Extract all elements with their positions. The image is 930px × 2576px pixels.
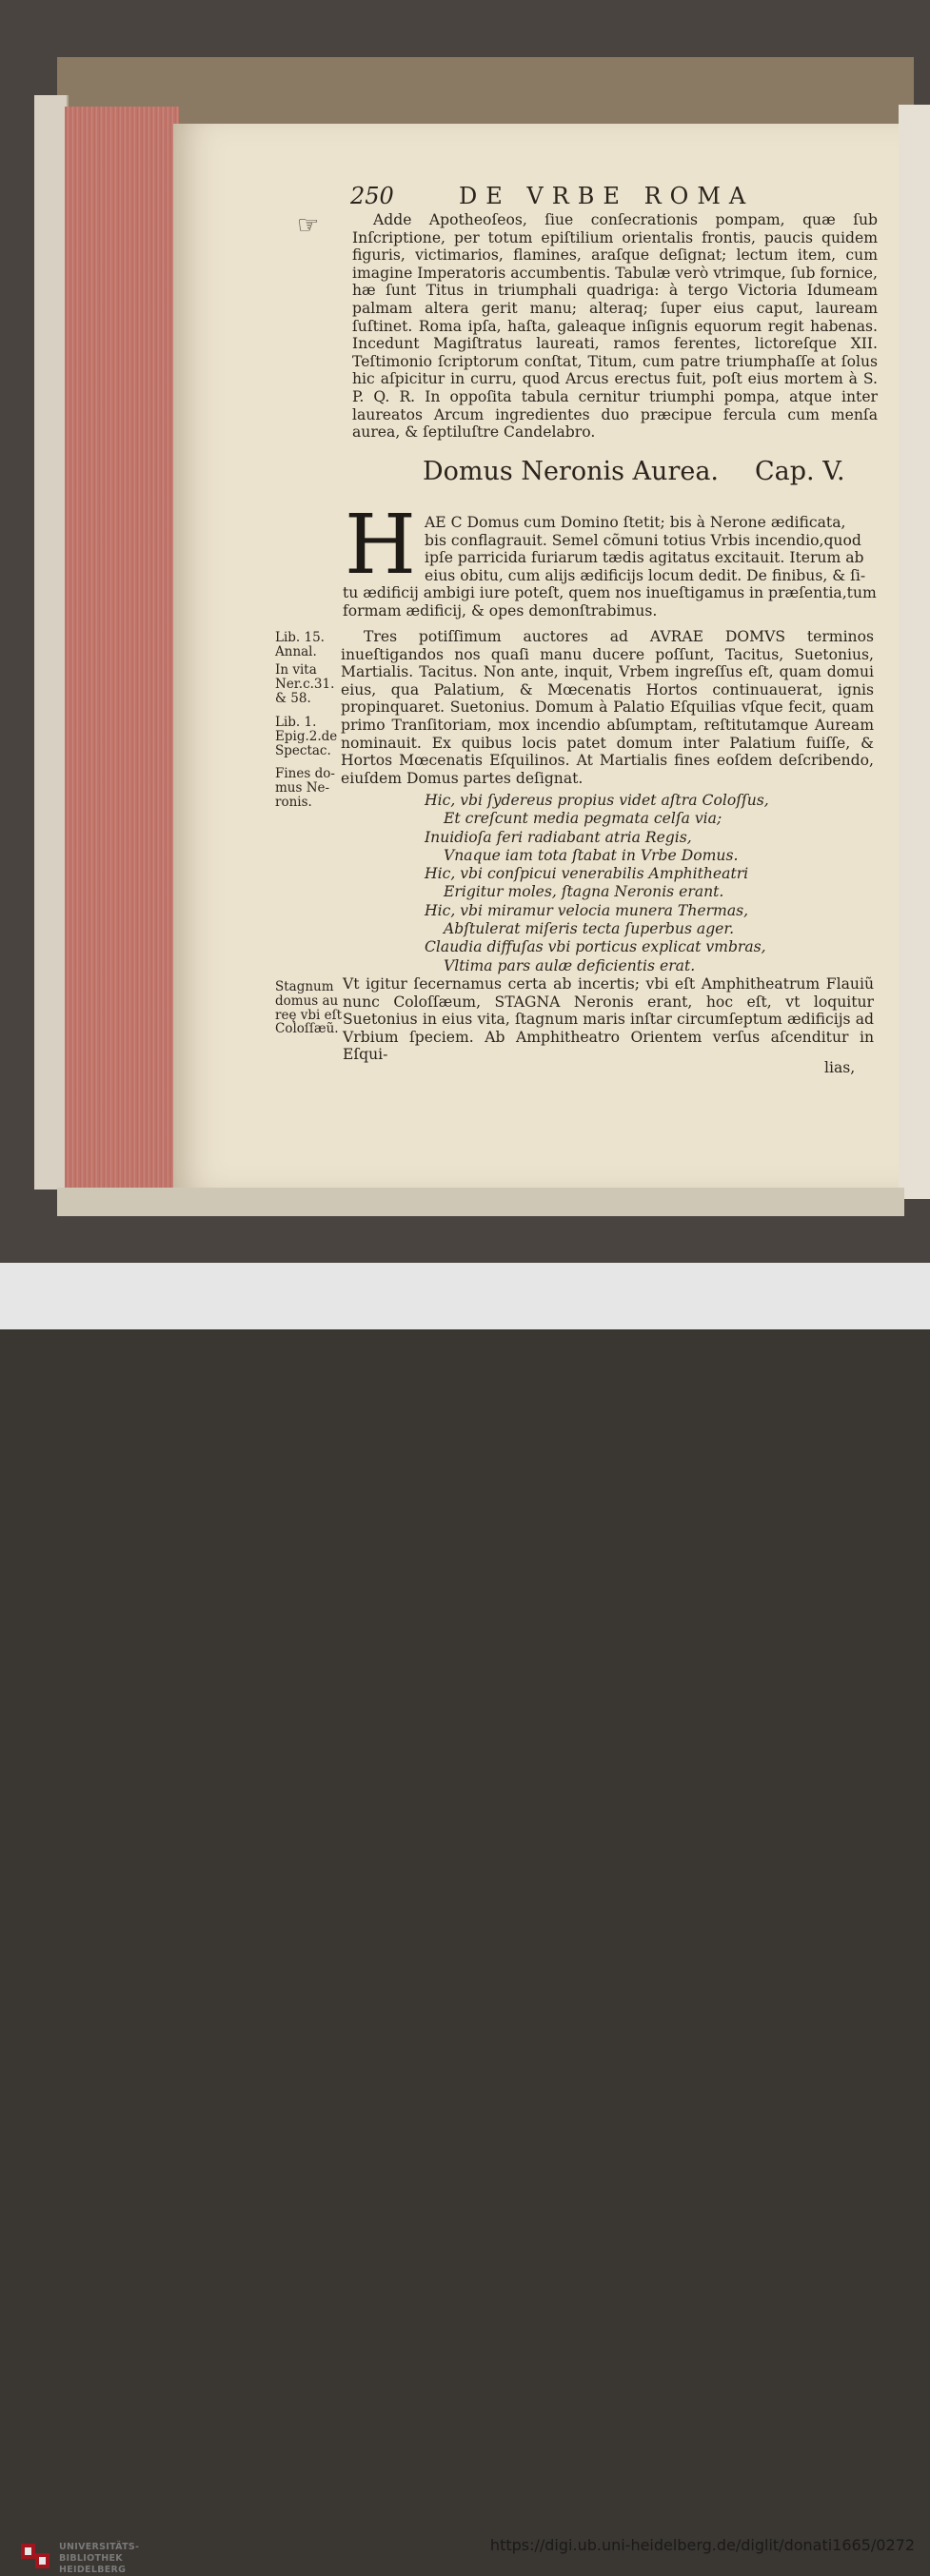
margin-note-line: Fines do- bbox=[275, 766, 335, 781]
verse-line: Abſtulerat miſeris tecta ſuperbus ager. bbox=[444, 920, 735, 938]
pointing-hand-icon: ☞ bbox=[297, 211, 320, 240]
margin-note-line: Spectac. bbox=[275, 742, 331, 758]
university-logo-icon[interactable] bbox=[19, 2540, 51, 2572]
margin-note bbox=[275, 663, 334, 705]
viewer-footer bbox=[0, 1263, 930, 2575]
text-line: tu ædificij ambigi iure poteſt, quem nos inueſtigamus in præſentia,tum bbox=[343, 584, 877, 602]
book-cover-bottom bbox=[57, 1188, 904, 1216]
margin-note-line: Coloſſæũ. bbox=[275, 1021, 339, 1037]
margin-note-line: Ner.c.31. bbox=[275, 676, 335, 692]
verse-line: Claudia diffuſas vbi porticus explicat vmbras, bbox=[425, 938, 766, 956]
catchword: lias, bbox=[824, 1059, 856, 1076]
book-cover-right bbox=[899, 105, 930, 1199]
text-line: eius obitu, cum alijs ædificijs locum dedit. De finibus, & ſi- bbox=[425, 566, 866, 584]
verse-line: Inuidioſa feri radiabant atria Regis, bbox=[425, 828, 692, 846]
chapter-heading bbox=[423, 457, 845, 486]
verse-line: Et creſcunt media pegmata celſa via; bbox=[444, 810, 722, 828]
permalink-url[interactable]: https://digi.ub.uni-heidelberg.de/diglit/donati1665/0272 bbox=[489, 2536, 915, 2554]
book-cover-left bbox=[34, 95, 69, 1190]
text-line: bis conflagrauit. Semel cõmuni totius Vrbis incendio,quod bbox=[425, 531, 861, 549]
margin-note-line: ronis. bbox=[275, 794, 312, 810]
margin-note-line: In vita bbox=[275, 662, 317, 678]
margin-note-line: Annal. bbox=[275, 643, 317, 659]
running-title: DE VRBE ROMA bbox=[459, 183, 755, 209]
drop-cap: H bbox=[345, 498, 416, 593]
chapter-title: Domus Neronis Aurea. bbox=[423, 457, 720, 486]
martial-verse bbox=[425, 792, 769, 975]
margin-note-line: Lib. 15. bbox=[275, 630, 325, 645]
page-number: 250 bbox=[350, 183, 394, 209]
margin-note bbox=[275, 767, 335, 809]
text-line: AE C Domus cum Domino ſtetit; bis à Nerone ædificata, bbox=[425, 514, 846, 531]
paragraph-tres-auctores: Tres potiſſimum auctores ad AVRAE DOMVS terminos inueſtigandos nos quaſi manu ducere poſſunt, Tacitus, Suetonius, Martialis. Tacitus. Non ante, inquit, Vrbem ingreſſus eſt, quam domui eius, qua Palatium, & Mœcenatis Hortos continuauerat, ignis propinquaret. Suetonius. Domum à Palatio Eſquilias vſque fecit, quam primo Tranſitoriam, mox incendio abſumptam, reſtitutamque Auream nominauit. Ex quibus locis patet domum inter Palatium fuiſſe, & Hortos Mœcenatis Eſquilinos. At Martialis fines eoſdem deſcribendo, eiuſdem Domus partes deſignat. bbox=[341, 628, 874, 787]
paragraph-haec-domus bbox=[343, 514, 877, 620]
margin-note-line: domus au bbox=[275, 993, 339, 1009]
margin-note-line: reę vbi eſt bbox=[275, 1007, 343, 1023]
verse-line: Vltima pars aulæ deficientis erat. bbox=[444, 956, 696, 974]
page-edges bbox=[65, 107, 179, 1199]
logo-line: BIBLIOTHEK bbox=[59, 2553, 123, 2564]
margin-note bbox=[275, 716, 337, 757]
verse-line: Hic, vbi ſydereus propius videt aſtra Coloſſus, bbox=[425, 792, 769, 809]
paragraph-apotheosis: Adde Apotheoſeos, ſiue conſecrationis pompam, quæ ſub Inſcriptione, per totum epiſtilium orientalis frontis, paucis quidem figuris, victimarios, flamines, araſque deſignat; lectum item, cum imagine Imperatoris accumbentis. Tabulæ verò vtrimque, ſub fornice, hæ ſunt Titus in triumphali quadriga: à tergo Victoria Idumeam palmam altera gerit manu; alteraq; ſuper eius caput, lauream ſuſtinet. Roma ipſa, haſta, galeaque inſignis equorum regit habenas. Incedunt Magiſtratus laureati, ramos ferentes, lictoreſque XII. Teſtimonio ſcriptorum conſtat, Titum, cum patre triumphaſſe at ſolus hic aſpicitur in curru, quod Arcus erectus fuit, poſt eius mortem à S. P. Q. R. In oppoſita tabula cernitur triumphi pompa, atque inter laureatos Arcum ingredientes duo præcipue fercula cum menſa aurea, & ſeptiluſtre Candelabro. bbox=[352, 211, 878, 442]
margin-note-line: Stagnum bbox=[275, 979, 334, 994]
paragraph-stagna: Vt igitur ſecernamus certa ab incertis; vbi eſt Amphitheatrum Flauiũ nunc Coloſſæum, STAGNA Neronis erant, hoc eſt, vt loquitur Suetonius in eius vita, ſtagnum maris inſtar circumſeptum ædificijs ad Vrbium ſpeciem. Ab Amphitheatro Orientem verſus aſcenditur in Eſqui- bbox=[343, 975, 874, 1064]
margin-note bbox=[275, 980, 342, 1036]
logo-line: HEIDELBERG bbox=[59, 2565, 127, 2575]
verse-line: Vnaque iam tota ſtabat in Vrbe Domus. bbox=[444, 846, 739, 864]
margin-note-line: Lib. 1. bbox=[275, 715, 317, 730]
margin-note-line: & 58. bbox=[275, 690, 311, 706]
margin-note-line: mus Ne- bbox=[275, 779, 330, 796]
text-line: ipſe parricida furiarum tædis agitatus excitauit. Iterum ab bbox=[425, 549, 864, 567]
chapter-label: Cap. V. bbox=[755, 457, 845, 486]
text-line: formam ædificij, & opes demonſtrabimus. bbox=[343, 601, 658, 619]
verse-line: Hic, vbi miramur velocia munera Thermas, bbox=[425, 901, 749, 919]
verse-line: Hic, vbi conſpicui venerabilis Amphitheatri bbox=[425, 865, 749, 883]
library-logo-text[interactable] bbox=[59, 2542, 139, 2576]
logo-line: UNIVERSITÄTS- bbox=[59, 2542, 140, 2552]
margin-note bbox=[275, 631, 325, 659]
book-photo bbox=[0, 0, 930, 1263]
book-cover-top bbox=[57, 57, 914, 124]
margin-note-line: Epig.2.de bbox=[275, 728, 338, 744]
verse-line: Erigitur moles, ſtagna Neronis erant. bbox=[444, 883, 724, 901]
